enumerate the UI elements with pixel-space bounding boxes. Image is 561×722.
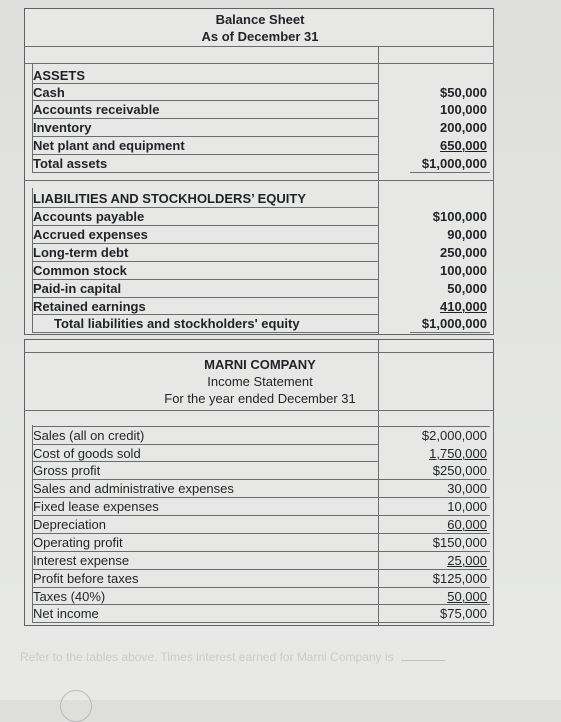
row-line xyxy=(32,461,378,462)
income-row-value: 60,000 xyxy=(447,517,487,532)
row-line xyxy=(32,622,490,623)
row-line xyxy=(32,332,378,333)
liabilities-heading: LIABILITIES AND STOCKHOLDERS’ EQUITY xyxy=(33,191,307,206)
asset-value: 100,000 xyxy=(440,102,487,117)
liability-label: Retained earnings xyxy=(33,299,146,314)
income-row-value: $2,000,000 xyxy=(421,428,487,443)
income-row-value: $250,000 xyxy=(432,463,487,478)
asset-label: Accounts receivable xyxy=(33,102,160,117)
income-row-label: Taxes (40%) xyxy=(33,589,106,604)
income-row-label: Sales (all on credit) xyxy=(33,428,145,443)
income-row-label: Operating profit xyxy=(33,535,123,550)
income-row-value: $150,000 xyxy=(432,535,487,550)
balance-sheet-title: Balance Sheet xyxy=(215,12,305,27)
income-statement-title: Income Statement xyxy=(207,374,313,389)
row-line xyxy=(32,426,490,427)
question-text: Refer to the tables above. Times interest earned for Marni Company is xyxy=(20,650,394,664)
liability-label: Long-term debt xyxy=(33,245,129,260)
row-line xyxy=(32,314,378,315)
liability-value: 100,000 xyxy=(440,263,487,278)
liability-value: 50,000 xyxy=(447,281,487,296)
net-income-label: Net income xyxy=(33,606,99,621)
income-row-label: Fixed lease expenses xyxy=(33,499,159,514)
liability-value: 90,000 xyxy=(447,227,487,242)
row-line xyxy=(32,533,490,534)
asset-label: Inventory xyxy=(33,120,92,135)
asset-value: 650,000 xyxy=(440,138,487,153)
row-line xyxy=(32,279,378,280)
row-line xyxy=(32,154,378,155)
income-row-value: 50,000 xyxy=(447,589,487,604)
row-line xyxy=(32,569,490,570)
income-row-label: Interest expense xyxy=(33,553,130,568)
liability-label: Paid-in capital xyxy=(33,281,122,296)
liability-label: Accounts payable xyxy=(33,209,145,224)
total-assets-label: Total assets xyxy=(33,156,108,171)
row-line xyxy=(32,515,490,516)
row-line xyxy=(32,243,378,244)
income-row-value: 10,000 xyxy=(447,499,487,514)
total-liabilities-value: $1,000,000 xyxy=(421,316,487,331)
total-liabilities-label: Total liabilities and stockholders' equity xyxy=(54,316,300,331)
row-border xyxy=(32,188,33,332)
row-line xyxy=(32,172,378,173)
total-assets-value: $1,000,000 xyxy=(421,156,487,171)
income-row-label: Sales and administrative expenses xyxy=(33,481,234,496)
liability-value: 410,000 xyxy=(440,299,487,314)
row-line xyxy=(410,332,490,333)
column-divider xyxy=(378,339,379,626)
row-line xyxy=(32,497,490,498)
divider xyxy=(24,46,494,47)
asset-label: Net plant and equipment xyxy=(33,138,185,153)
question-prompt xyxy=(20,650,445,664)
income-row-label: Profit before taxes xyxy=(33,571,139,586)
row-line xyxy=(32,100,378,101)
row-line xyxy=(32,551,490,552)
row-line xyxy=(32,207,378,208)
income-row-label: Gross profit xyxy=(33,463,101,478)
divider xyxy=(24,352,494,353)
divider xyxy=(24,410,494,411)
row-line xyxy=(410,172,490,173)
row-line xyxy=(32,225,378,226)
asset-value: $50,000 xyxy=(440,85,487,100)
row-line xyxy=(32,604,490,605)
asset-label: Cash xyxy=(33,85,65,100)
divider xyxy=(493,8,494,335)
row-line xyxy=(32,587,490,588)
income-row-value: $125,000 xyxy=(432,571,487,586)
income-row-label: Cost of goods sold xyxy=(33,446,141,461)
balance-sheet-subtitle: As of December 31 xyxy=(201,29,319,44)
row-line xyxy=(32,83,378,84)
row-line xyxy=(32,479,490,480)
assets-heading: ASSETS xyxy=(33,68,86,83)
divider xyxy=(24,180,494,181)
row-line xyxy=(32,136,378,137)
income-row-value: 25,000 xyxy=(447,553,487,568)
income-row-value: 30,000 xyxy=(447,481,487,496)
liability-label: Common stock xyxy=(33,263,127,278)
row-border xyxy=(32,64,33,172)
answer-blank[interactable] xyxy=(401,650,445,661)
asset-value: 200,000 xyxy=(440,120,487,135)
divider xyxy=(24,63,494,64)
company-name: MARNI COMPANY xyxy=(204,357,316,372)
row-line xyxy=(32,444,378,445)
row-line xyxy=(32,297,378,298)
row-line xyxy=(32,118,378,119)
liability-label: Accrued expenses xyxy=(33,227,148,242)
net-income-value: $75,000 xyxy=(440,606,487,621)
income-row-label: Depreciation xyxy=(33,517,106,532)
income-statement-period: For the year ended December 31 xyxy=(164,391,356,406)
liability-value: 250,000 xyxy=(440,245,487,260)
answer-choice-icon[interactable] xyxy=(60,690,92,722)
liability-value: $100,000 xyxy=(432,209,487,224)
row-line xyxy=(32,261,378,262)
income-row-value: 1,750,000 xyxy=(429,446,487,461)
column-divider xyxy=(378,46,379,335)
